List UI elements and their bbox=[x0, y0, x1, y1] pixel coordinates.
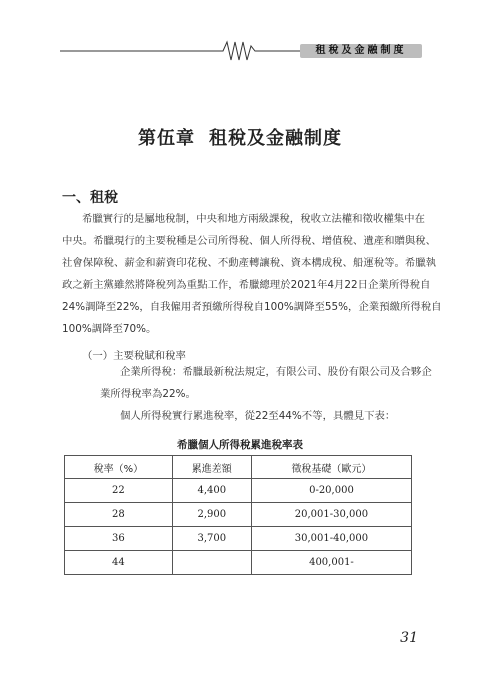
personal-tax-paragraph bbox=[120, 405, 422, 427]
section-heading: 一、租稅 bbox=[62, 190, 118, 206]
table-cell: 36 bbox=[65, 527, 173, 551]
table-title: 希臘個人所得稅累進稅率表 bbox=[177, 439, 303, 451]
column-header: 累進差額 bbox=[172, 456, 251, 479]
intro-line: 希臘實行的是屬地稅制，中央和地方兩級課稅，稅收立法權和徵收權集中在 bbox=[82, 213, 425, 225]
table-cell: 28 bbox=[65, 503, 173, 527]
personal-line: 個人所得稅實行累進稅率，從22至44%不等，具體見下表： bbox=[120, 410, 396, 422]
intro-line: 中央。希臘現行的主要稅種是公司所得稅、個人所得稅、增值稅、遺產和贈與稅、 bbox=[62, 235, 437, 247]
subsection-heading: （一）主要稅賦和稅率 bbox=[82, 350, 186, 362]
intro-line: 24%調降至22%，自我僱用者預繳所得稅自100%調降至55%，企業預繳所得稅自 bbox=[62, 301, 442, 313]
column-header: 徵稅基礎（歐元） bbox=[251, 456, 411, 479]
intro-line: 100%調降至70%。 bbox=[62, 323, 157, 335]
table-cell: 2,900 bbox=[172, 503, 251, 527]
tax-rate-table bbox=[64, 455, 412, 575]
corporate-line: 企業所得稅：希臘最新稅法規定，有限公司、股份有限公司及合夥企 bbox=[120, 366, 432, 378]
corporate-line: 業所得稅率為22%。 bbox=[100, 388, 196, 400]
table-cell: 4,400 bbox=[172, 479, 251, 503]
chapter-title bbox=[0, 124, 480, 150]
table-cell: 30,001-40,000 bbox=[251, 527, 411, 551]
table-cell: 3,700 bbox=[172, 527, 251, 551]
table-row bbox=[65, 551, 412, 575]
chapter-name: 租稅及金融制度 bbox=[209, 128, 342, 149]
table-cell bbox=[172, 551, 251, 575]
intro-paragraph bbox=[62, 208, 442, 340]
table-cell: 22 bbox=[65, 479, 173, 503]
chapter-number: 第伍章 bbox=[138, 128, 195, 149]
header-section-tag: 租稅及金融制度 bbox=[300, 44, 422, 58]
table-row bbox=[65, 479, 412, 503]
table-cell: 44 bbox=[65, 551, 173, 575]
table-row bbox=[65, 527, 412, 551]
table-header-row bbox=[65, 456, 412, 479]
intro-line: 政之新主黨雖然將降稅列為重點工作，希臘總理於2021年4月22日企業所得稅自 bbox=[62, 279, 431, 291]
table-cell: 20,001-30,000 bbox=[251, 503, 411, 527]
column-header: 稅率（%） bbox=[65, 456, 173, 479]
page-number: 31 bbox=[400, 630, 418, 646]
running-header bbox=[60, 38, 422, 64]
table-row bbox=[65, 503, 412, 527]
corporate-tax-paragraph bbox=[100, 361, 432, 405]
table-cell: 400,001- bbox=[251, 551, 411, 575]
intro-line: 社會保障稅、薪金和薪資印花稅、不動產轉讓稅、資本構成稅、船運稅等。希臘執 bbox=[62, 257, 437, 269]
table-cell: 0-20,000 bbox=[251, 479, 411, 503]
